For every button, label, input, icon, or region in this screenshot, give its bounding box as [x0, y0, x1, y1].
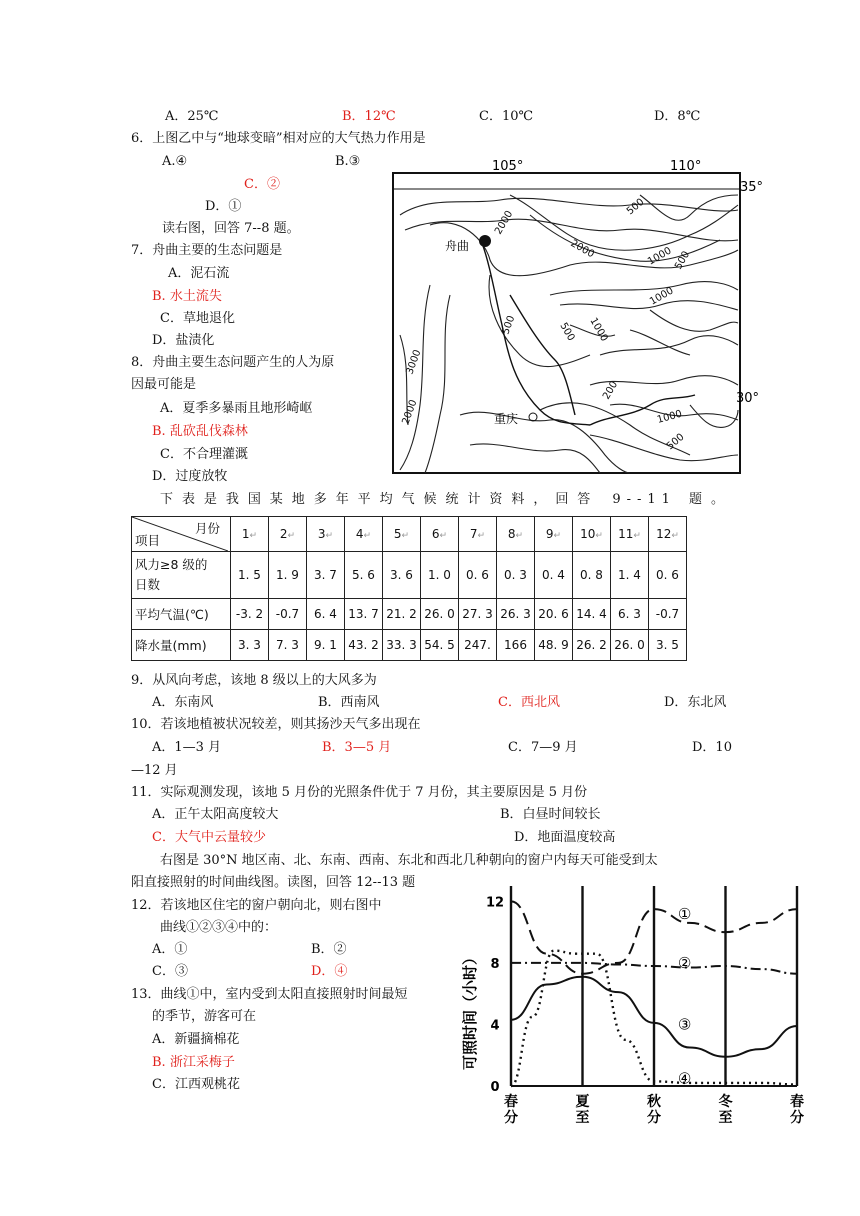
table-cell: 14. 4	[573, 599, 611, 630]
q10-option-d: D．10	[692, 740, 732, 755]
q9-option-d: D．东北风	[664, 695, 727, 710]
q13-stem-line2: 的季节，游客可在	[152, 1009, 257, 1024]
lat-label-35: 35°	[740, 180, 764, 195]
q6-option-a: A.④	[162, 154, 188, 169]
x-tick-label: 春分	[790, 1094, 804, 1126]
contour-label: 2000	[400, 398, 420, 427]
contour-label: 500	[624, 196, 647, 218]
table-cell: -0.7	[269, 599, 307, 630]
row-label-wind: 风力≥8 级的 日数	[132, 552, 231, 599]
climate-table	[131, 516, 687, 661]
q12-option-d: D．④	[311, 964, 348, 979]
table-cell: 26. 2	[573, 630, 611, 661]
table-cell: 54. 5	[421, 630, 459, 661]
table-cell: 21. 2	[383, 599, 421, 630]
q13-option-c: C．江西观桃花	[152, 1077, 240, 1092]
table-cell: 3. 6	[383, 552, 421, 599]
lon-label-105: 105°	[492, 159, 524, 174]
table-cell: 1. 0	[421, 552, 459, 599]
table-cell: 20. 6	[535, 599, 573, 630]
table-cell: 3. 5	[649, 630, 687, 661]
month-header: 10↵	[573, 517, 611, 552]
series-label-1: ①	[677, 904, 692, 923]
table-cell: 7. 3	[269, 630, 307, 661]
table-cell: 13. 7	[345, 599, 383, 630]
q10-option-c: C．7—9 月	[508, 740, 578, 755]
q8-option-d: D．过度放牧	[152, 469, 228, 484]
place-chongqing: 重庆	[494, 412, 519, 426]
q12-option-a: A．①	[152, 942, 188, 957]
q12-stem-line1: 12．若该地区住宅的窗户朝向北，则右图中	[131, 898, 382, 913]
chart-plot	[486, 886, 804, 1126]
q11-option-b: B．白昼时间较长	[500, 807, 601, 822]
table-cell: 1. 4	[611, 552, 649, 599]
q8-stem-line1: 8．舟曲主要生态问题产生的人为原	[131, 355, 335, 370]
lat-label-30: 30°	[736, 391, 760, 406]
table-cell: 48. 9	[535, 630, 573, 661]
table-cell: 6. 4	[307, 599, 345, 630]
q13-option-a: A．新疆摘棉花	[152, 1032, 240, 1047]
contour-label: 500	[557, 321, 577, 344]
q12-option-b: B．②	[311, 942, 347, 957]
table-corner-cell	[132, 517, 231, 552]
q7-option-b: B. 水土流失	[152, 289, 222, 304]
q5-option-d: D．8℃	[654, 109, 701, 124]
row-label-precip: 降水量(mm)	[132, 630, 231, 661]
table-cell: 3. 7	[307, 552, 345, 599]
month-header: 9↵	[535, 517, 573, 552]
y-tick-label: 12	[485, 895, 505, 911]
month-header: 12↵	[649, 517, 687, 552]
month-header: 3↵	[307, 517, 345, 552]
q5-option-a: A．25℃	[165, 109, 219, 124]
q11-option-c: C．大气中云量较少	[152, 830, 266, 845]
contour-label: 1000	[655, 408, 684, 426]
table-cell: 0. 3	[497, 552, 535, 599]
contour-label: 1000	[648, 285, 676, 308]
intro-9-11: 下表是我国某地多年平均气候统计资料，回答 9--11 题。	[160, 492, 730, 507]
series-label-3: ③	[677, 1015, 692, 1034]
corner-month: 月份	[194, 521, 220, 536]
q6-option-d: D．①	[205, 199, 242, 214]
q11-stem: 11．实际观测发现，该地 5 月份的光照条件优于 7 月份，其主要原因是 5 月份	[131, 785, 588, 800]
q7-option-a: A．泥石流	[168, 266, 230, 281]
contour-label: 1000	[587, 316, 610, 344]
q12-stem-line2: 曲线①②③④中的：	[160, 920, 278, 935]
q8-option-a: A．夏季多暴雨且地形崎岖	[160, 401, 313, 416]
q10-option-a: A．1—3 月	[152, 740, 222, 755]
q8-option-b: B. 乱砍乱伐森林	[152, 424, 248, 439]
month-header: 7↵	[459, 517, 497, 552]
zhouqu-point	[479, 235, 491, 247]
contour-label: 3000	[404, 348, 424, 377]
table-cell: -3. 2	[231, 599, 269, 630]
row-label-temp: 平均气温(℃)	[132, 599, 231, 630]
place-zhouqu: 舟曲	[445, 239, 470, 253]
table-cell: -0.7	[649, 599, 687, 630]
table-cell: 27. 3	[459, 599, 497, 630]
table-cell: 0. 6	[459, 552, 497, 599]
q11-option-d: D．地面温度较高	[514, 830, 616, 845]
contour-label: 2000	[493, 208, 516, 237]
table-cell: 5. 6	[345, 552, 383, 599]
q12-option-c: C．③	[152, 964, 188, 979]
y-axis-label: 可照时间（小时）	[461, 949, 479, 1071]
table-cell: 1. 5	[231, 552, 269, 599]
month-header: 4↵	[345, 517, 383, 552]
q8-stem-line2: 因最可能是	[131, 377, 197, 392]
sunshine-chart	[455, 880, 815, 1140]
q9-stem: 9．从风向考虑，该地 8 级以上的大风多为	[131, 673, 377, 688]
chongqing-point	[529, 413, 537, 421]
table-cell: 166	[497, 630, 535, 661]
table-cell: 26. 0	[421, 599, 459, 630]
q10-option-b: B．3—5 月	[322, 740, 392, 755]
table-cell: 26. 0	[611, 630, 649, 661]
month-header: 2↵	[269, 517, 307, 552]
q5-option-c: C．10℃	[479, 109, 534, 124]
river-lines	[482, 243, 695, 425]
intro-12-13-line2: 阳直接照射的时间曲线图。读图，回答 12--13 题	[131, 875, 416, 890]
month-header: 11↵	[611, 517, 649, 552]
contour-label: 1000	[646, 245, 674, 268]
q6-stem: 6．上图乙中与“地球变暗”相对应的大气热力作用是	[131, 131, 426, 146]
q5-option-b: B．12℃	[342, 109, 396, 124]
lon-label-110: 110°	[670, 159, 702, 174]
q7-option-d: D．盐渍化	[152, 333, 215, 348]
q6-option-c: C．②	[244, 177, 280, 192]
q9-option-a: A．东南风	[152, 695, 214, 710]
q7-option-c: C．草地退化	[160, 311, 235, 326]
table-cell: 43. 2	[345, 630, 383, 661]
q7-stem: 7．舟曲主要的生态问题是	[131, 243, 283, 258]
month-header: 5↵	[383, 517, 421, 552]
table-cell: 33. 3	[383, 630, 421, 661]
q9-option-c: C．西北风	[498, 695, 560, 710]
series-label-2: ②	[677, 953, 692, 972]
x-tick-label: 冬至	[718, 1094, 733, 1126]
table-cell: 0. 8	[573, 552, 611, 599]
x-tick-label: 夏至	[575, 1094, 590, 1126]
table-cell: 1. 9	[269, 552, 307, 599]
contour-map	[390, 155, 770, 480]
table-cell: 0. 6	[649, 552, 687, 599]
q6-option-b: B.③	[335, 154, 361, 169]
table-cell: 26. 3	[497, 599, 535, 630]
intro-12-13-line1: 右图是 30°N 地区南、北、东南、西南、东北和西北几种朝向的窗户内每天可能受到太	[160, 853, 658, 868]
q13-option-b: B. 浙江采梅子	[152, 1055, 235, 1070]
contour-labels	[400, 197, 692, 453]
month-header: 6↵	[421, 517, 459, 552]
month-header: 8↵	[497, 517, 535, 552]
contour-label: 500	[500, 314, 518, 337]
contour-label: 500	[673, 249, 693, 272]
q13-stem-line1: 13．曲线①中，室内受到太阳直接照射时间最短	[131, 987, 408, 1002]
q9-option-b: B．西南风	[318, 695, 380, 710]
table-cell: 3. 3	[231, 630, 269, 661]
intro-7-8: 读右图，回答 7--8 题。	[162, 221, 300, 236]
corner-item: 项目	[135, 533, 161, 548]
table-cell: 6. 3	[611, 599, 649, 630]
month-header: 1↵	[231, 517, 269, 552]
x-tick-label: 秋分	[647, 1094, 661, 1126]
contour-label: 2000	[568, 238, 597, 261]
q10-stem: 10．若该地植被状况较差，则其扬沙天气多出现在	[131, 717, 421, 732]
table-cell: 0. 4	[535, 552, 573, 599]
y-tick-label: 4	[490, 1018, 500, 1034]
y-tick-label: 8	[490, 956, 500, 972]
table-cell: 247.	[459, 630, 497, 661]
table-cell: 9. 1	[307, 630, 345, 661]
q11-option-a: A．正午太阳高度较大	[152, 807, 279, 822]
y-tick-label: 0	[490, 1080, 500, 1095]
q10-option-d-cont: —12 月	[131, 763, 178, 778]
contour-label: 200	[601, 379, 621, 402]
q8-option-c: C．不合理灌溉	[160, 447, 248, 462]
x-tick-label: 春分	[504, 1094, 518, 1126]
series-label-4: ④	[677, 1069, 692, 1088]
contour-label: 500	[664, 431, 687, 453]
